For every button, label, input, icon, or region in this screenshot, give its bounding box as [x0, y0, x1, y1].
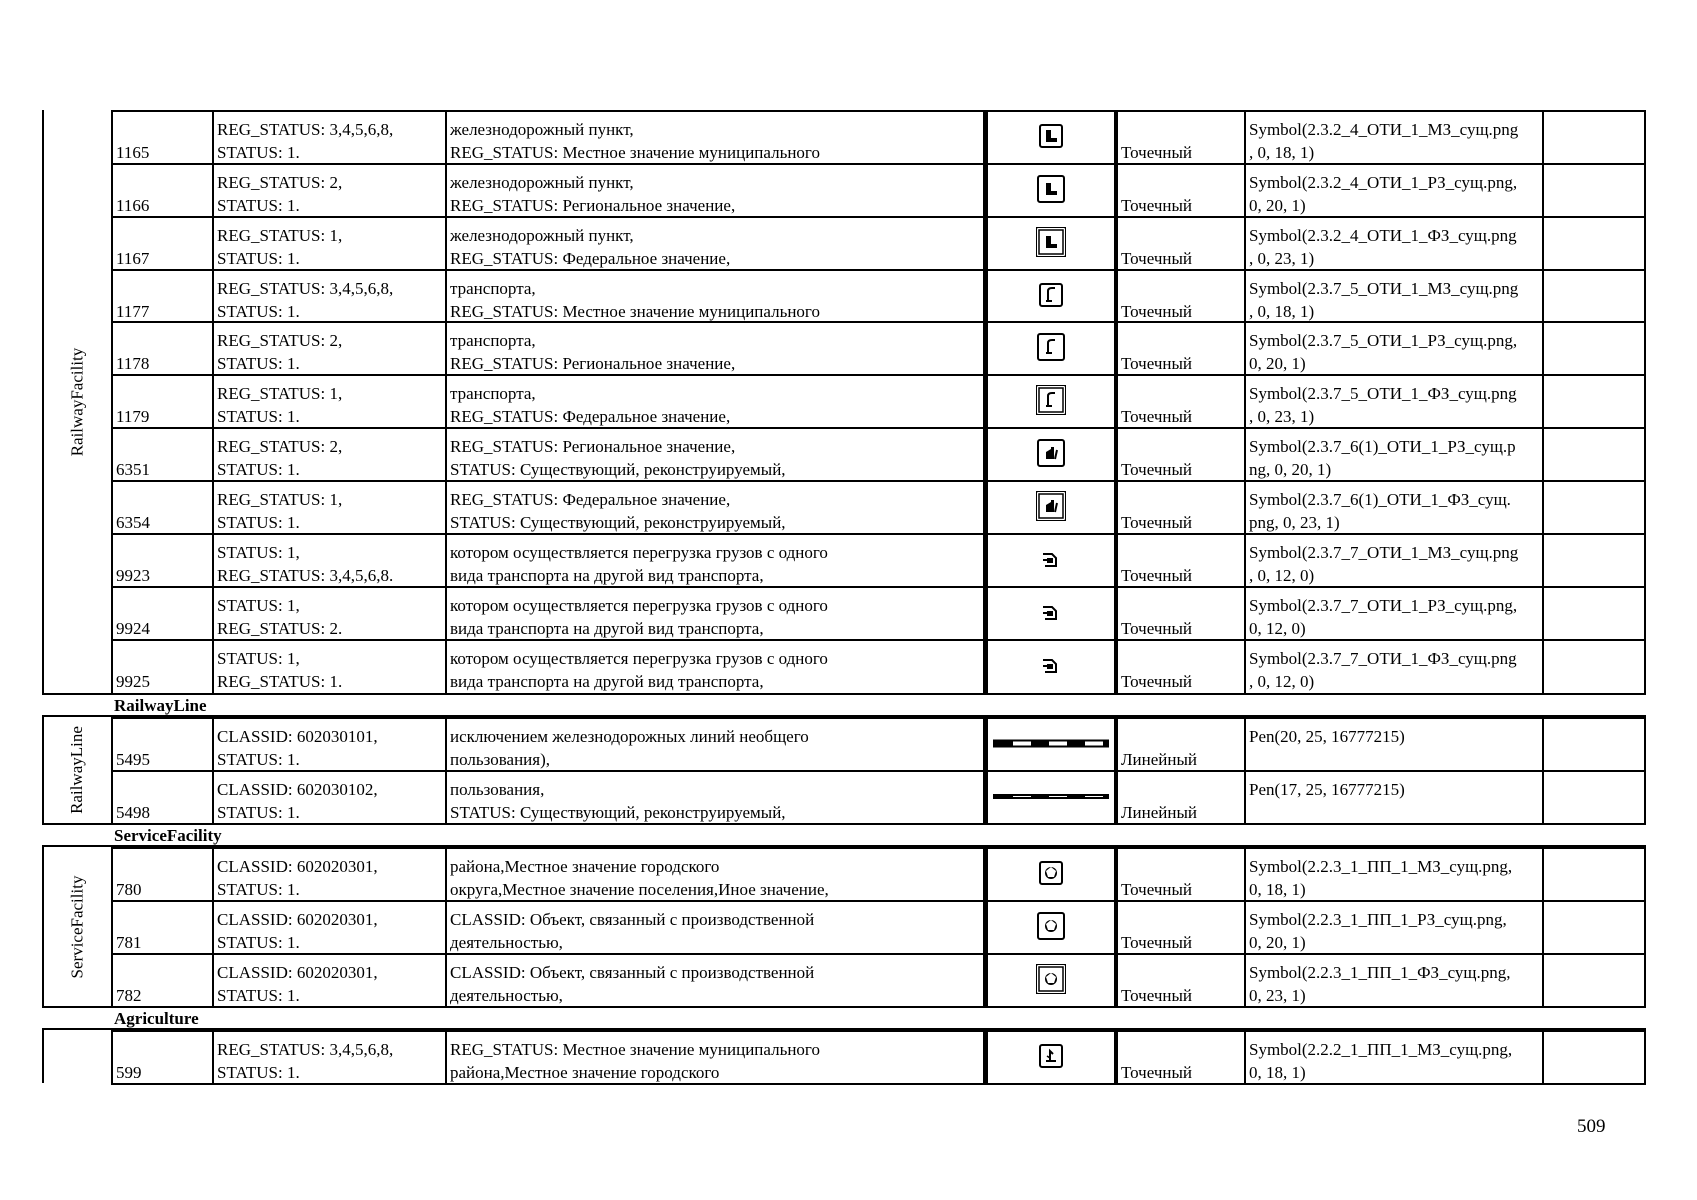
- geometry-type-cell: Точечный: [1116, 955, 1246, 1008]
- geometry-type-cell: Точечный: [1116, 588, 1246, 641]
- extra-cell: [1544, 955, 1646, 1008]
- description-cell: котором осуществляется перегрузка грузов с одного вида транспорта на другой вид транспорта,: [447, 588, 985, 641]
- description-cell: транспорта, REG_STATUS: Региональное значение,: [447, 323, 985, 376]
- extra-cell: [1544, 482, 1646, 535]
- symbol-cell: [985, 271, 1116, 324]
- description-cell: исключением железнодорожных линий необщего пользования),: [447, 719, 985, 772]
- style-cell: Symbol(2.2.3_1_ПП_1_МЗ_сущ.png, 0, 18, 1): [1246, 849, 1544, 902]
- group-band-agriculture: [42, 1030, 112, 1083]
- object-id-cell: 9925: [111, 641, 214, 694]
- geometry-type-cell: Точечный: [1116, 1032, 1246, 1085]
- section-header-railway-line: RailwayLine: [42, 693, 1646, 717]
- description-cell: REG_STATUS: Местное значение муниципального района,Местное значение городского: [447, 1032, 985, 1085]
- industrial-medium-icon: [1036, 911, 1066, 947]
- description-cell: железнодорожный пункт, REG_STATUS: Федеральное значение,: [447, 218, 985, 271]
- extra-cell: [1544, 323, 1646, 376]
- extra-cell: [1544, 165, 1646, 218]
- extra-cell: [1544, 218, 1646, 271]
- transport-hub-large-icon: [1036, 385, 1066, 421]
- geometry-type-cell: Точечный: [1116, 902, 1246, 955]
- description-cell: REG_STATUS: Федеральное значение, STATUS: Существующий, реконструируемый,: [447, 482, 985, 535]
- table-row-6354: [111, 480, 1646, 535]
- geometry-type-cell: Точечный: [1116, 323, 1246, 376]
- object-id-cell: 782: [111, 955, 214, 1008]
- cargo-transfer-icon: [1040, 602, 1062, 628]
- symbol-cell: [985, 165, 1116, 218]
- railway-station-small-icon: [1036, 121, 1066, 157]
- extra-cell: [1544, 641, 1646, 694]
- industrial-small-icon: [1036, 858, 1066, 894]
- extra-cell: [1544, 1032, 1646, 1085]
- condition-cell: CLASSID: 602020301, STATUS: 1.: [214, 849, 447, 902]
- extra-cell: [1544, 902, 1646, 955]
- extra-cell: [1544, 376, 1646, 429]
- object-id-cell: 6351: [111, 429, 214, 482]
- railway-line-thick-icon: [993, 734, 1109, 757]
- object-id-cell: 9924: [111, 588, 214, 641]
- geometry-type-cell: Линейный: [1116, 719, 1246, 772]
- object-id-cell: 781: [111, 902, 214, 955]
- group-label-railway-facility: RailwayFacility: [67, 347, 86, 456]
- style-cell: Pen(20, 25, 16777215): [1246, 719, 1544, 772]
- object-id-cell: 1167: [111, 218, 214, 271]
- condition-cell: REG_STATUS: 2, STATUS: 1.: [214, 323, 447, 376]
- geometry-type-cell: Точечный: [1116, 641, 1246, 694]
- cargo-transfer-icon: [1040, 655, 1062, 681]
- section-header-agriculture: Agriculture: [42, 1006, 1646, 1030]
- railway-line-thin-icon: [993, 787, 1109, 810]
- description-cell: CLASSID: Объект, связанный с производственной деятельностью,: [447, 902, 985, 955]
- table-row-6351: [111, 427, 1646, 482]
- geometry-type-cell: Линейный: [1116, 772, 1246, 825]
- condition-cell: STATUS: 1, REG_STATUS: 3,4,5,6,8.: [214, 535, 447, 588]
- extra-cell: [1544, 588, 1646, 641]
- symbol-cell: [985, 772, 1116, 825]
- object-id-cell: 6354: [111, 482, 214, 535]
- geometry-type-cell: Точечный: [1116, 849, 1246, 902]
- geometry-type-cell: Точечный: [1116, 271, 1246, 324]
- object-id-cell: 9923: [111, 535, 214, 588]
- condition-cell: CLASSID: 602030102, STATUS: 1.: [214, 772, 447, 825]
- geometry-type-cell: Точечный: [1116, 112, 1246, 165]
- style-cell: Symbol(2.3.7_5_ОТИ_1_РЗ_сущ.png, 0, 20, 1): [1246, 323, 1544, 376]
- style-cell: Symbol(2.3.7_7_ОТИ_1_РЗ_сущ.png, 0, 12, 0): [1246, 588, 1544, 641]
- symbol-cell: [985, 641, 1116, 694]
- condition-cell: REG_STATUS: 1, STATUS: 1.: [214, 218, 447, 271]
- condition-cell: REG_STATUS: 3,4,5,6,8, STATUS: 1.: [214, 271, 447, 324]
- description-cell: CLASSID: Объект, связанный с производственной деятельностью,: [447, 955, 985, 1008]
- symbol-cell: [985, 955, 1116, 1008]
- object-id-cell: 5495: [111, 719, 214, 772]
- table-row-9924: [111, 586, 1646, 641]
- style-cell: Symbol(2.3.7_5_ОТИ_1_МЗ_сущ.png , 0, 18, 1): [1246, 271, 1544, 324]
- description-cell: железнодорожный пункт, REG_STATUS: Региональное значение,: [447, 165, 985, 218]
- cargo-transfer-icon: [1040, 549, 1062, 575]
- description-cell: железнодорожный пункт, REG_STATUS: Местное значение муниципального: [447, 112, 985, 165]
- transport-hub-medium-icon: [1036, 332, 1066, 368]
- table-row-5498: [111, 770, 1646, 825]
- geometry-type-cell: Точечный: [1116, 482, 1246, 535]
- style-cell: Symbol(2.2.3_1_ПП_1_ФЗ_сущ.png, 0, 23, 1): [1246, 955, 1544, 1008]
- condition-cell: REG_STATUS: 2, STATUS: 1.: [214, 165, 447, 218]
- style-cell: Symbol(2.3.7_7_ОТИ_1_МЗ_сущ.png , 0, 12, 0): [1246, 535, 1544, 588]
- table-row-9925: [111, 639, 1646, 694]
- description-cell: котором осуществляется перегрузка грузов с одного вида транспорта на другой вид транспорта,: [447, 535, 985, 588]
- extra-cell: [1544, 429, 1646, 482]
- table-row-1177: [111, 269, 1646, 324]
- extra-cell: [1544, 772, 1646, 825]
- table-row-780: [111, 847, 1646, 902]
- symbol-cell: [985, 323, 1116, 376]
- description-cell: транспорта, REG_STATUS: Федеральное значение,: [447, 376, 985, 429]
- condition-cell: REG_STATUS: 3,4,5,6,8, STATUS: 1.: [214, 112, 447, 165]
- geometry-type-cell: Точечный: [1116, 165, 1246, 218]
- style-cell: Pen(17, 25, 16777215): [1246, 772, 1544, 825]
- condition-cell: REG_STATUS: 1, STATUS: 1.: [214, 482, 447, 535]
- section-header-service-facility: ServiceFacility: [42, 823, 1646, 847]
- extra-cell: [1544, 535, 1646, 588]
- geometry-type-cell: Точечный: [1116, 218, 1246, 271]
- table-row-1165: [111, 110, 1646, 165]
- extra-cell: [1544, 849, 1646, 902]
- symbol-cell: [985, 849, 1116, 902]
- table-row-5495: [111, 717, 1646, 772]
- geometry-type-cell: Точечный: [1116, 535, 1246, 588]
- depot-medium-icon: [1036, 438, 1066, 474]
- object-id-cell: 780: [111, 849, 214, 902]
- condition-cell: CLASSID: 602020301, STATUS: 1.: [214, 902, 447, 955]
- symbol-cell: [985, 1032, 1116, 1085]
- geometry-type-cell: Точечный: [1116, 376, 1246, 429]
- condition-cell: STATUS: 1, REG_STATUS: 1.: [214, 641, 447, 694]
- table-row-9923: [111, 533, 1646, 588]
- style-cell: Symbol(2.3.7_6(1)_ОТИ_1_РЗ_сущ.p ng, 0, 20, 1): [1246, 429, 1544, 482]
- condition-cell: CLASSID: 602020301, STATUS: 1.: [214, 955, 447, 1008]
- symbol-cell: [985, 719, 1116, 772]
- page-number: 509: [1577, 1116, 1606, 1137]
- symbol-cell: [985, 902, 1116, 955]
- condition-cell: STATUS: 1, REG_STATUS: 2.: [214, 588, 447, 641]
- symbol-cell: [985, 588, 1116, 641]
- table-row-1167: [111, 216, 1646, 271]
- extra-cell: [1544, 719, 1646, 772]
- agriculture-small-icon: [1036, 1041, 1066, 1077]
- symbol-cell: [985, 535, 1116, 588]
- object-id-cell: 1178: [111, 323, 214, 376]
- table-row-782: [111, 953, 1646, 1008]
- object-id-cell: 1179: [111, 376, 214, 429]
- symbol-cell: [985, 429, 1116, 482]
- table-row-1178: [111, 321, 1646, 376]
- style-cell: Symbol(2.3.2_4_ОТИ_1_РЗ_сущ.png, 0, 20, 1): [1246, 165, 1544, 218]
- railway-station-medium-icon: [1036, 174, 1066, 210]
- symbol-cell: [985, 376, 1116, 429]
- description-cell: пользования, STATUS: Существующий, реконструируемый,: [447, 772, 985, 825]
- condition-cell: REG_STATUS: 3,4,5,6,8, STATUS: 1.: [214, 1032, 447, 1085]
- symbol-cell: [985, 218, 1116, 271]
- transport-hub-small-icon: [1036, 280, 1066, 316]
- style-cell: Symbol(2.2.3_1_ПП_1_РЗ_сущ.png, 0, 20, 1): [1246, 902, 1544, 955]
- object-id-cell: 1177: [111, 271, 214, 324]
- group-label-service-facility: ServiceFacility: [67, 875, 87, 978]
- extra-cell: [1544, 271, 1646, 324]
- style-cell: Symbol(2.3.7_5_ОТИ_1_ФЗ_сущ.png , 0, 23, 1): [1246, 376, 1544, 429]
- object-id-cell: 1166: [111, 165, 214, 218]
- description-cell: района,Местное значение городского округа,Местное значение поселения,Иное значение,: [447, 849, 985, 902]
- depot-large-icon: [1036, 491, 1066, 527]
- object-id-cell: 5498: [111, 772, 214, 825]
- style-cell: Symbol(2.3.7_6(1)_ОТИ_1_ФЗ_сущ. png, 0, 23, 1): [1246, 482, 1544, 535]
- condition-cell: REG_STATUS: 1, STATUS: 1.: [214, 376, 447, 429]
- railway-station-large-icon: [1036, 227, 1066, 263]
- extra-cell: [1544, 112, 1646, 165]
- style-cell: Symbol(2.3.2_4_ОТИ_1_МЗ_сущ.png , 0, 18, 1): [1246, 112, 1544, 165]
- object-id-cell: 1165: [111, 112, 214, 165]
- industrial-large-icon: [1036, 964, 1066, 1000]
- table-row-599: [111, 1030, 1646, 1085]
- style-cell: Symbol(2.3.2_4_ОТИ_1_ФЗ_сущ.png , 0, 23, 1): [1246, 218, 1544, 271]
- style-cell: Symbol(2.3.7_7_ОТИ_1_ФЗ_сущ.png , 0, 12, 0): [1246, 641, 1544, 694]
- description-cell: REG_STATUS: Региональное значение, STATUS: Существующий, реконструируемый,: [447, 429, 985, 482]
- geometry-type-cell: Точечный: [1116, 429, 1246, 482]
- symbol-cell: [985, 482, 1116, 535]
- group-label-railway-line: RailwayLine: [67, 726, 86, 814]
- style-cell: Symbol(2.2.2_1_ПП_1_МЗ_сущ.png, 0, 18, 1): [1246, 1032, 1544, 1085]
- table-row-1179: [111, 374, 1646, 429]
- table-row-1166: [111, 163, 1646, 218]
- symbol-cell: [985, 112, 1116, 165]
- object-id-cell: 599: [111, 1032, 214, 1085]
- description-cell: котором осуществляется перегрузка грузов с одного вида транспорта на другой вид транспорта,: [447, 641, 985, 694]
- condition-cell: REG_STATUS: 2, STATUS: 1.: [214, 429, 447, 482]
- description-cell: транспорта, REG_STATUS: Местное значение муниципального: [447, 271, 985, 324]
- table-row-781: [111, 900, 1646, 955]
- condition-cell: CLASSID: 602030101, STATUS: 1.: [214, 719, 447, 772]
